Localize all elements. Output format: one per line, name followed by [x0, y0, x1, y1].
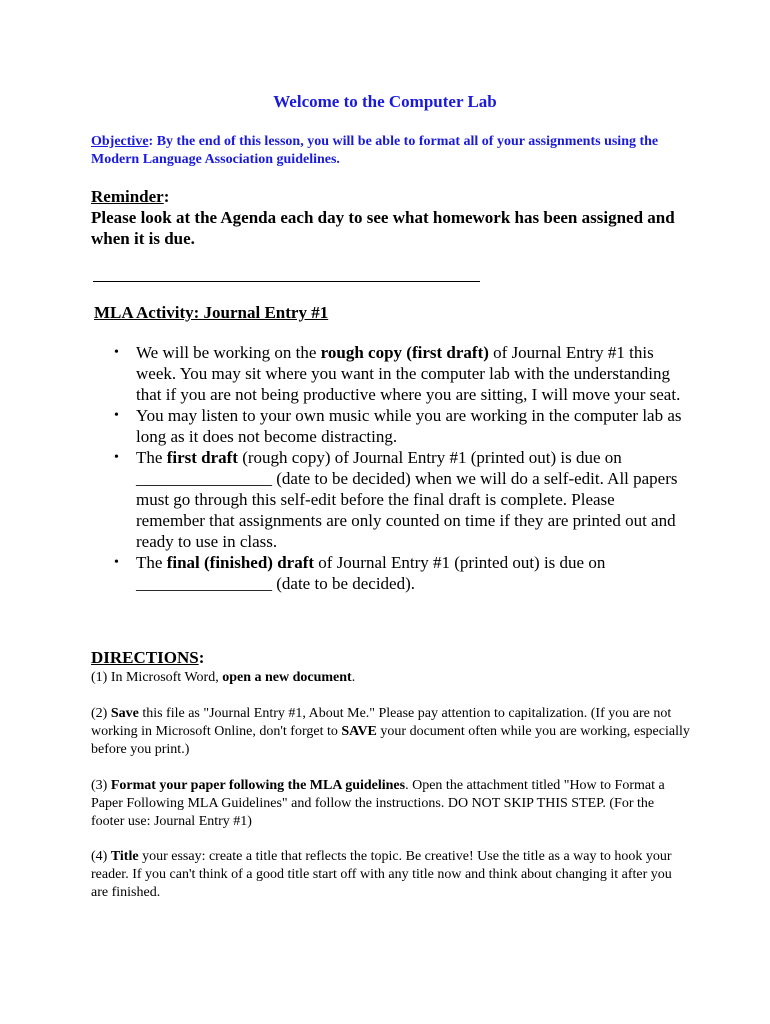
- direction-step-3: (3) Format your paper following the MLA guidelines. Open the attachment titled "How to Format a Paper Following MLA Guidelines" and follow the instructions. DO NOT SKIP THIS STEP. (For the footer use: Journal Entry #1): [91, 778, 665, 829]
- direction-step-1: (1) In Microsoft Word, open a new document.: [91, 670, 356, 685]
- reminder-label: Reminder: [91, 187, 164, 206]
- activity-bullet-list: [107, 342, 687, 594]
- list-item: • You may listen to your own music while you are working in the computer lab as long as it does not become distracting.: [114, 406, 682, 446]
- bullet-icon: •: [114, 555, 119, 570]
- bullet-icon: •: [114, 408, 119, 423]
- bullet-icon: •: [114, 450, 119, 465]
- direction-step-4: (4) Title your essay: create a title that reflects the topic. Be creative! Use the title as a way to hook your reader. If you can't think of a good title start off with any title now and think about changing it after you are finished.: [91, 849, 672, 900]
- objective-paragraph: [91, 133, 691, 169]
- bullet-icon: •: [114, 345, 119, 360]
- list-item: • We will be working on the rough copy (first draft) of Journal Entry #1 this week. You may sit where you want in the computer lab with the understanding that if you are not being productive where you are sitting, I will move your seat.: [114, 343, 681, 404]
- objective-label: Objective: [91, 134, 149, 149]
- list-item: • The final (finished) draft of Journal Entry #1 (printed out) is due on ________________ (date to be decided).: [114, 553, 606, 593]
- list-item: • The first draft (rough copy) of Journal Entry #1 (printed out) is due on ________________ (date to be decided) when we will do a self-edit. All papers must go through this self-edit before the final draft is complete. Please remember that assignments are only counted on time if they are printed out and ready to use in class.: [114, 448, 678, 551]
- page-title: Welcome to the Computer Lab: [273, 92, 497, 111]
- activity-heading: MLA Activity: Journal Entry #1: [94, 303, 329, 322]
- reminder-paragraph: Reminder: Please look at the Agenda each day to see what homework has been assigned and when it is due.: [91, 186, 691, 249]
- direction-step-2: (2) Save this file as "Journal Entry #1, About Me." Please pay attention to capitalization. (If you are not working in Microsoft Online, don't forget to SAVE your document often while you are working, especially before you print.): [91, 706, 690, 757]
- reminder-text: Please look at the Agenda each day to see what homework has been assigned and when it is due.: [91, 208, 675, 248]
- horizontal-rule: [93, 281, 480, 282]
- directions-heading: DIRECTIONS:: [91, 648, 205, 667]
- objective-text: : By the end of this lesson, you will be able to format all of your assignments using the Modern Language Association guidelines.: [91, 134, 659, 167]
